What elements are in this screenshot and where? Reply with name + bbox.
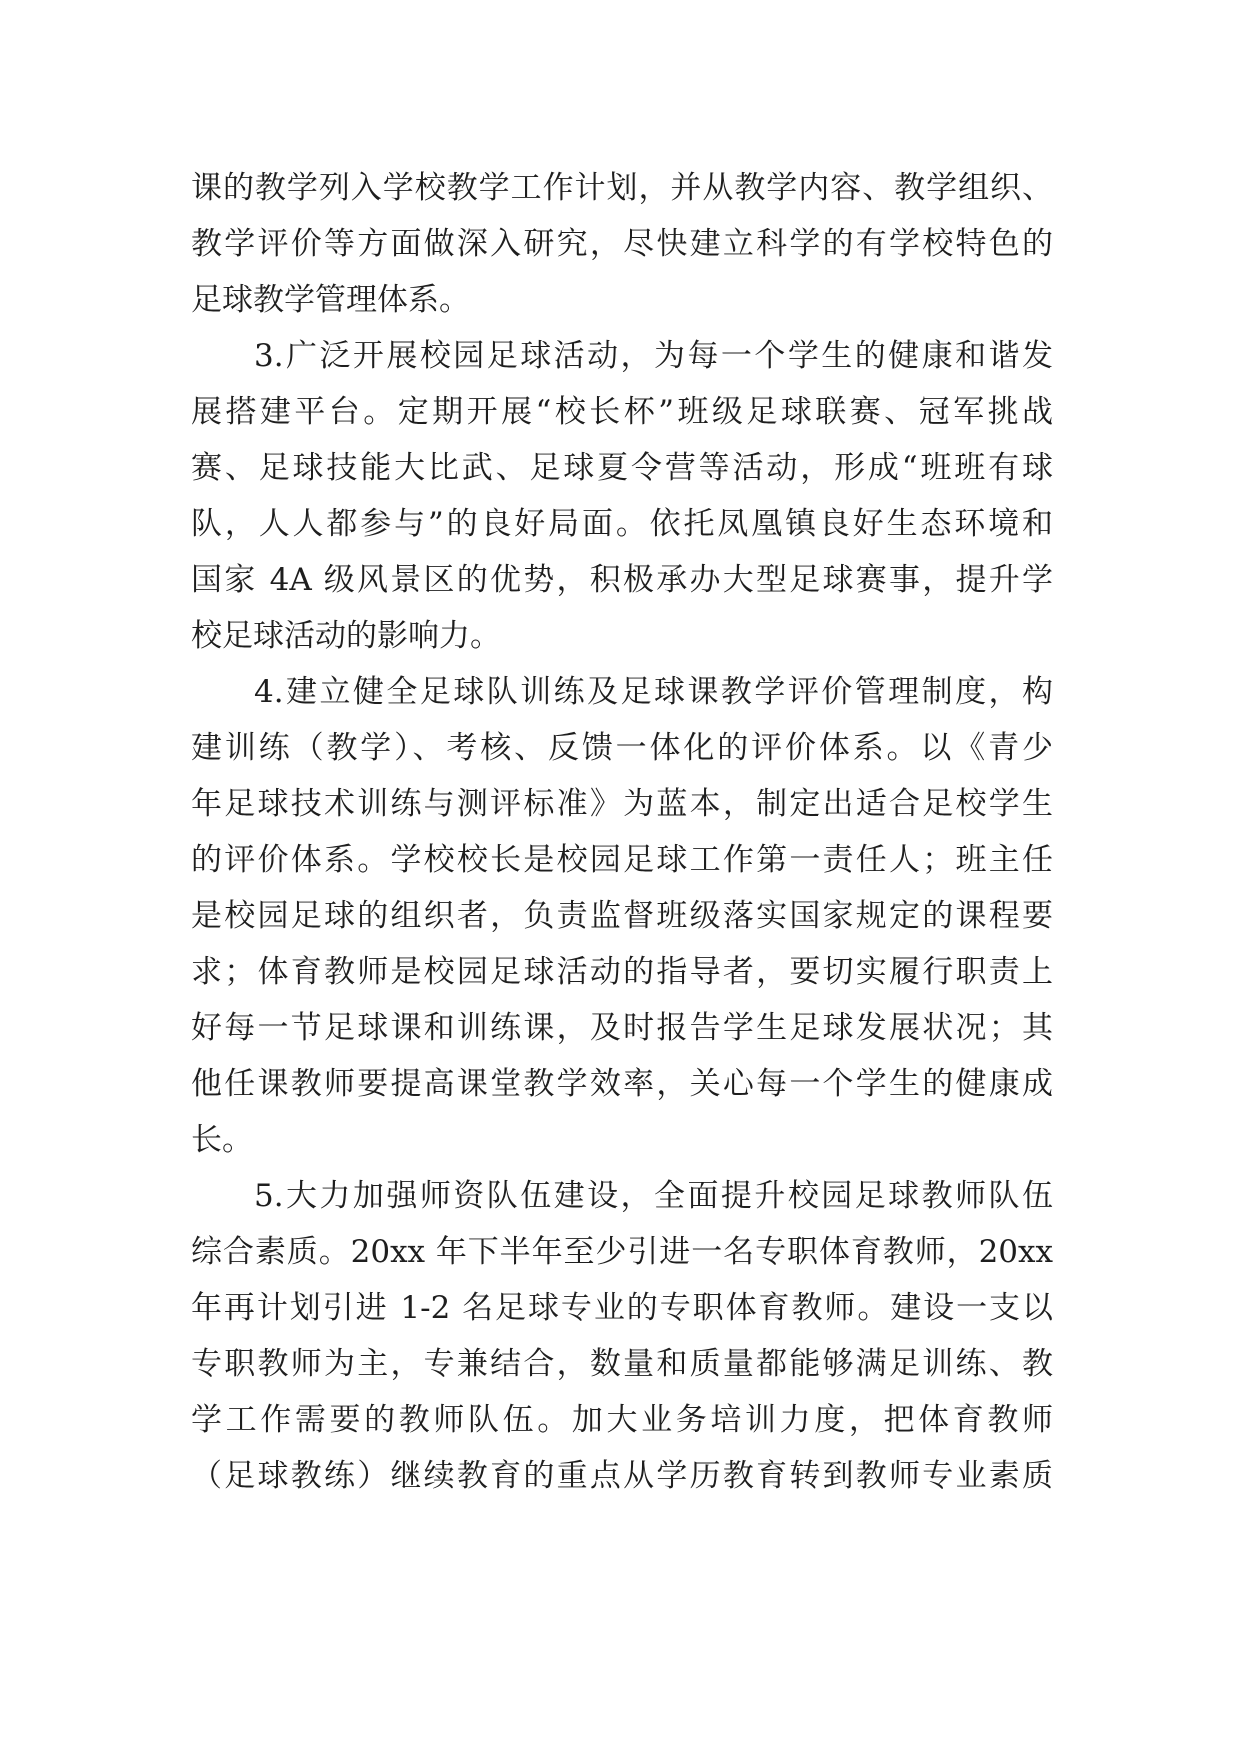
text-line: 校足球活动的影响力。 bbox=[191, 618, 501, 654]
text-line: 求；体育教师是校园足球活动的指导者，要切实履行职责上 bbox=[191, 954, 1053, 990]
text-line: 教学评价等方面做深入研究，尽快建立科学的有学校特色的 bbox=[191, 226, 1053, 262]
text-line: 学工作需要的教师队伍。加大业务培训力度，把体育教师 bbox=[191, 1402, 1053, 1438]
text-line: 足球教学管理体系。 bbox=[191, 282, 470, 318]
text-line: 是校园足球的组织者，负责监督班级落实国家规定的课程要 bbox=[191, 898, 1053, 934]
text-line: 3.广泛开展校园足球活动，为每一个学生的健康和谐发 bbox=[254, 338, 1053, 374]
body-text bbox=[191, 160, 1053, 1504]
text-line: （足球教练）继续教育的重点从学历教育转到教师专业素质 bbox=[191, 1458, 1053, 1494]
text-line: 的评价体系。学校校长是校园足球工作第一责任人；班主任 bbox=[191, 842, 1053, 878]
text-line: 展搭建平台。定期开展“校长杯”班级足球联赛、冠军挑战 bbox=[191, 394, 1053, 430]
text-line: 建训练（教学）、考核、反馈一体化的评价体系。以《青少 bbox=[191, 730, 1053, 766]
text-line: 年足球技术训练与测评标准》为蓝本，制定出适合足校学生 bbox=[191, 786, 1053, 822]
text-line: 4.建立健全足球队训练及足球课教学评价管理制度，构 bbox=[254, 674, 1053, 710]
text-line: 长。 bbox=[191, 1122, 253, 1158]
text-line: 课的教学列入学校教学工作计划，并从教学内容、教学组织、 bbox=[191, 170, 1053, 206]
text-line: 综合素质。20xx 年下半年至少引进一名专职体育教师，20xx bbox=[191, 1234, 1053, 1270]
text-line: 国家 4A 级风景区的优势，积极承办大型足球赛事，提升学 bbox=[191, 562, 1053, 598]
text-line: 他任课教师要提高课堂教学效率，关心每一个学生的健康成 bbox=[191, 1066, 1053, 1102]
text-line: 年再计划引进 1-2 名足球专业的专职体育教师。建设一支以 bbox=[191, 1290, 1053, 1326]
text-line: 5.大力加强师资队伍建设，全面提升校园足球教师队伍 bbox=[254, 1178, 1053, 1214]
text-line: 赛、足球技能大比武、足球夏令营等活动，形成“班班有球 bbox=[191, 450, 1053, 486]
text-line: 队，人人都参与”的良好局面。依托凤凰镇良好生态环境和 bbox=[191, 506, 1053, 542]
text-line: 好每一节足球课和训练课，及时报告学生足球发展状况；其 bbox=[191, 1010, 1053, 1046]
text-line: 专职教师为主，专兼结合，数量和质量都能够满足训练、教 bbox=[191, 1346, 1053, 1382]
